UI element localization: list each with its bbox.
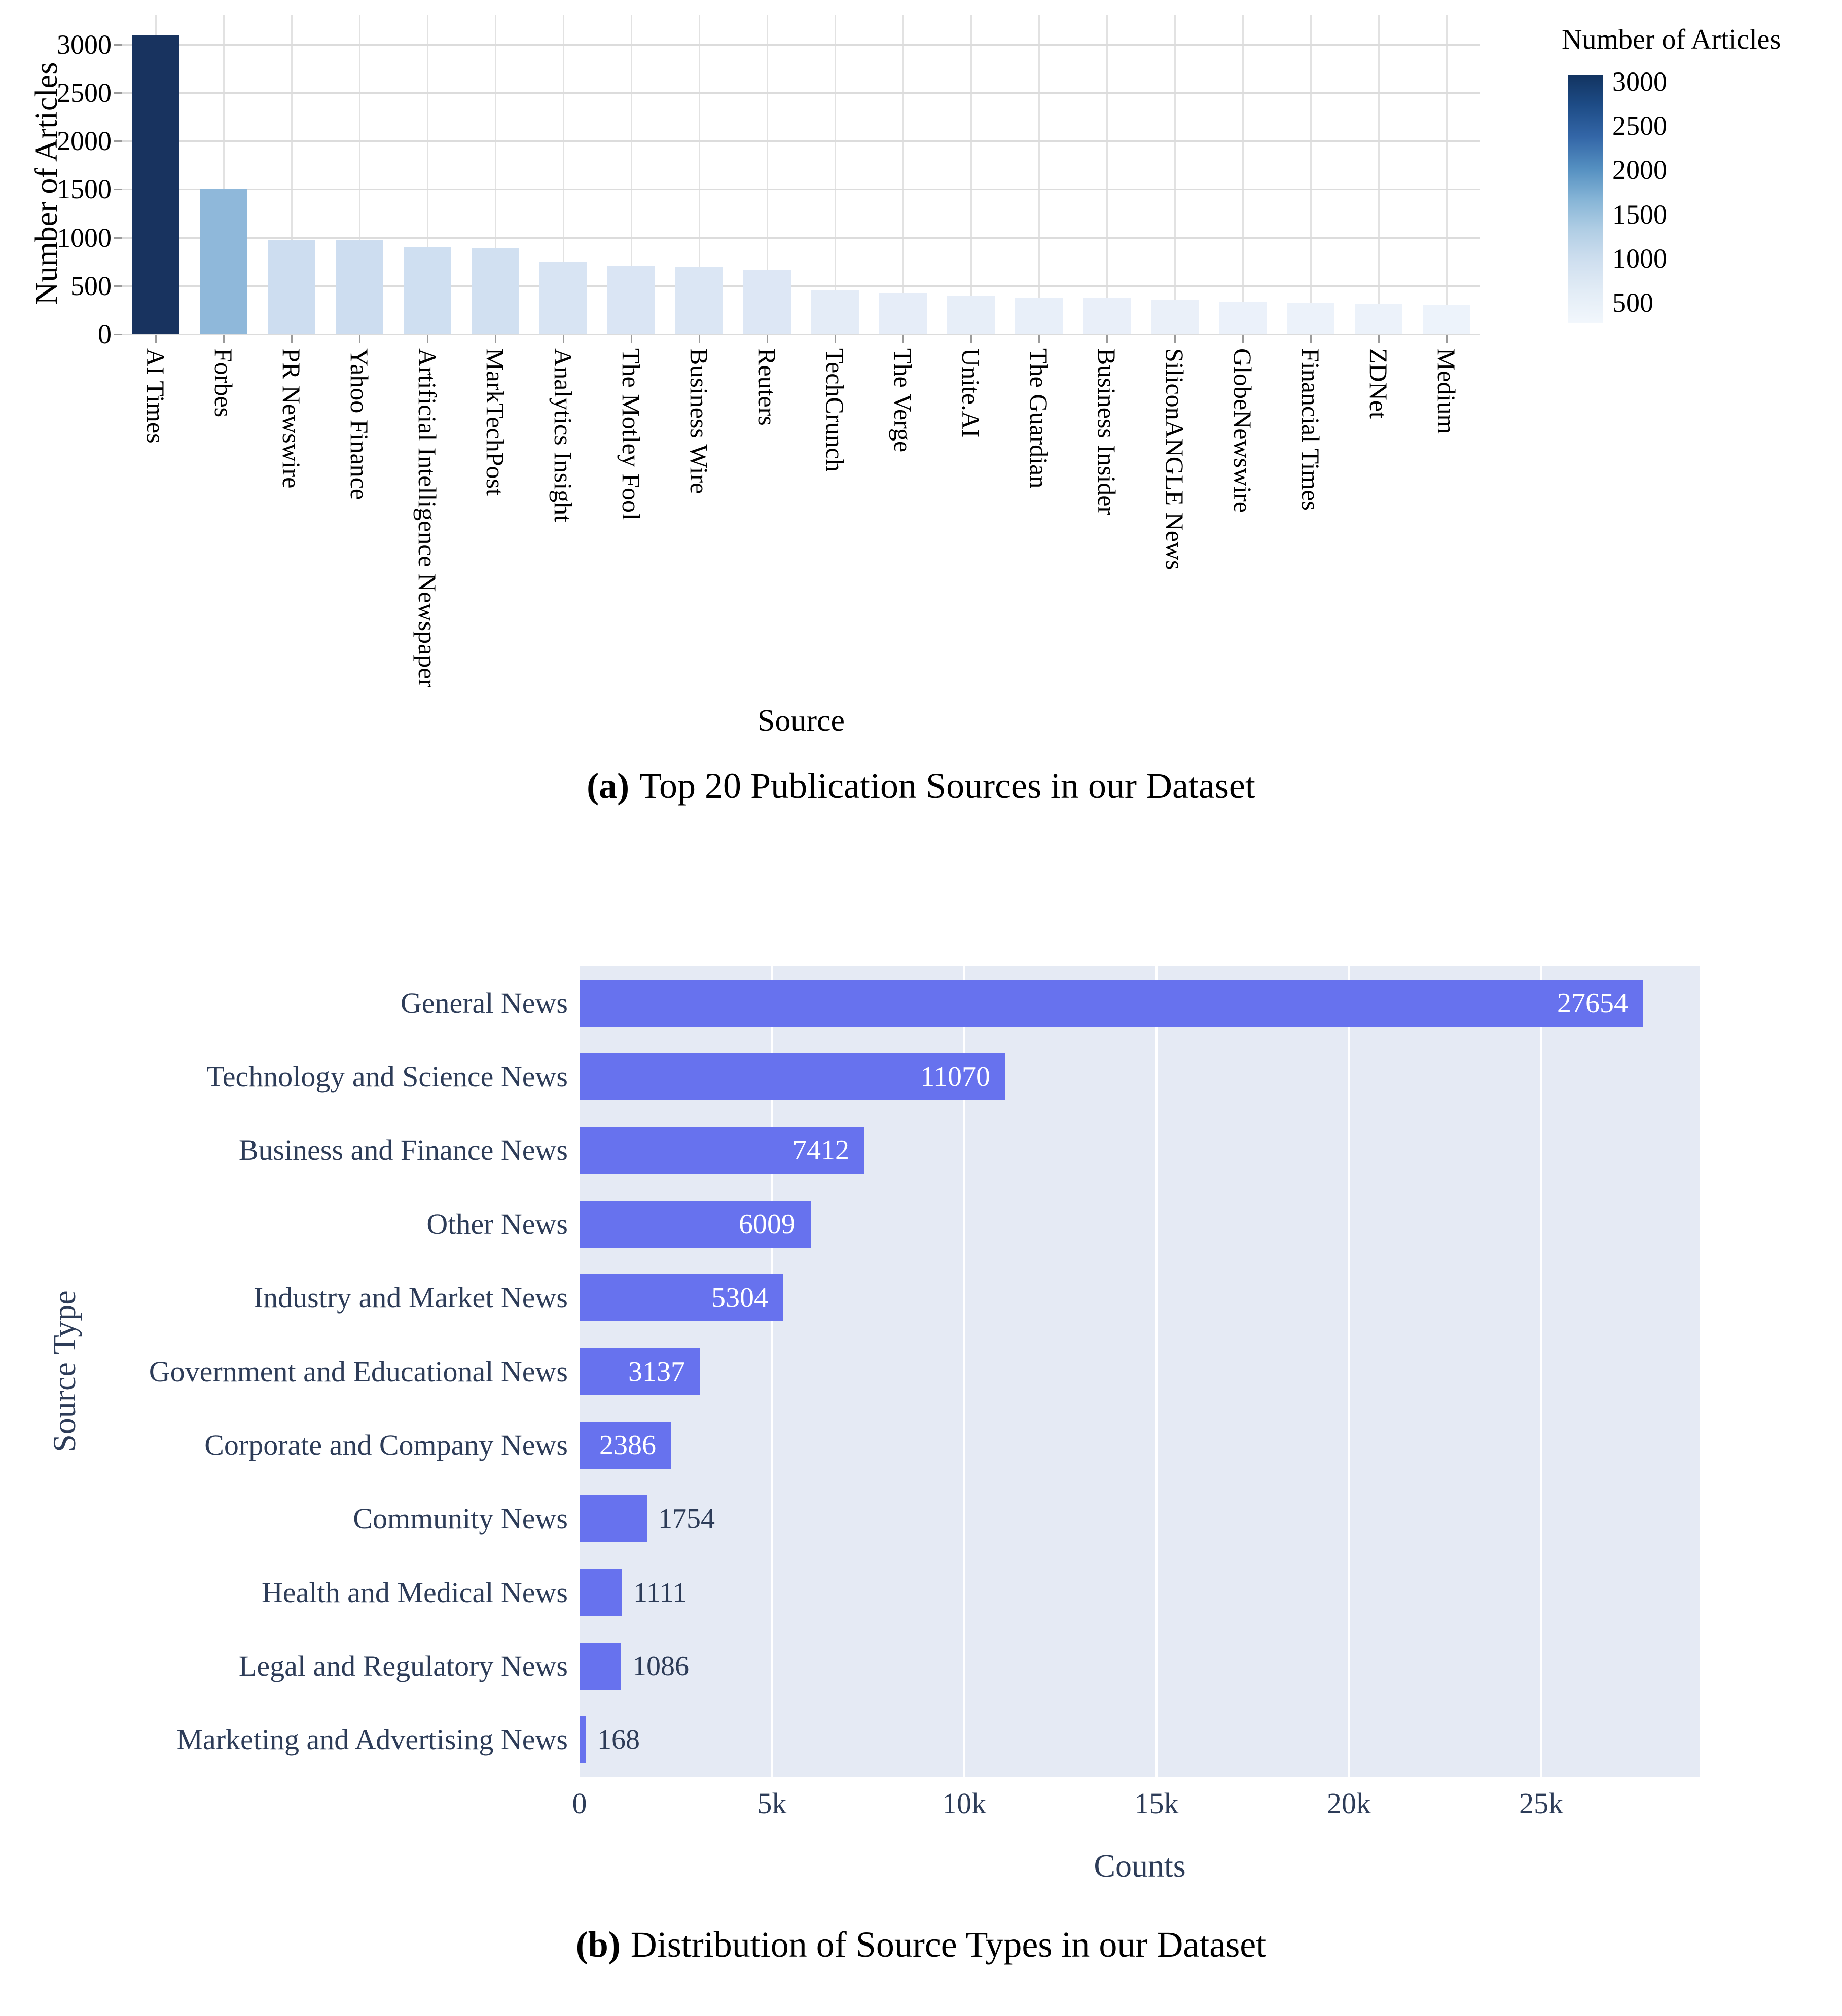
chart-a-x-tick-label: Reuters — [753, 348, 781, 426]
colorbar-tick-label: 1500 — [1612, 199, 1667, 230]
bar — [675, 267, 723, 334]
chart-b-y-tick-label: Industry and Market News — [253, 1281, 568, 1314]
bar — [336, 240, 383, 334]
chart-a-y-tick-label: 500 — [70, 270, 112, 301]
chart-a-x-tick-mark — [563, 335, 564, 343]
chart-b-y-tick-label: Community News — [353, 1502, 568, 1535]
chart-a-y-tick-mark — [114, 44, 122, 46]
chart-b-y-tick-label: Health and Medical News — [262, 1575, 568, 1609]
colorbar-title: Number of Articles — [1562, 24, 1781, 55]
grid-h — [122, 140, 1480, 142]
chart-a-y-tick-mark — [114, 334, 122, 335]
chart-a-x-tick-mark — [359, 335, 360, 343]
bar — [200, 189, 247, 334]
colorbar-tick-label: 1000 — [1612, 243, 1667, 274]
chart-b-y-tick-label: Legal and Regulatory News — [238, 1649, 568, 1682]
bar — [580, 1495, 647, 1542]
chart-a-x-tick-label: GlobeNewswire — [1229, 348, 1257, 513]
chart-a-x-tick-mark — [1038, 335, 1040, 343]
chart-b-y-tick-label: Business and Finance News — [238, 1133, 568, 1167]
chart-a-x-tick-mark — [427, 335, 428, 343]
chart-b-y-tick-label: Government and Educational News — [149, 1354, 568, 1388]
chart-b-y-tick-label: Technology and Science News — [206, 1060, 568, 1093]
chart-a-y-tick-label: 2500 — [57, 78, 112, 108]
bar — [404, 247, 451, 334]
bar — [1287, 303, 1334, 334]
chart-a-y-tick-label: 1500 — [57, 174, 112, 205]
bar — [472, 248, 519, 334]
chart-a-x-tick-label: The Verge — [889, 348, 917, 453]
chart-b-x-tick-label: 25k — [1519, 1787, 1564, 1820]
bar — [947, 296, 995, 334]
chart-a-x-tick-label: PR Newswire — [277, 348, 306, 489]
caption-a-text: Top 20 Publication Sources in our Dataset — [639, 765, 1255, 806]
bar — [1355, 304, 1402, 334]
bar — [580, 1569, 622, 1616]
chart-b-x-tick-label: 10k — [942, 1787, 987, 1820]
chart-a-x-tick-mark — [1174, 335, 1176, 343]
chart-a-y-axis-title: Number of Articles — [29, 62, 64, 305]
caption-b — [0, 1924, 1842, 1965]
chart-b-y-tick-label: General News — [400, 986, 568, 1019]
chart-a-x-tick-label: Financial Times — [1296, 348, 1325, 511]
bar-value-label: 168 — [597, 1724, 640, 1756]
bar — [1151, 300, 1199, 334]
chart-a-x-axis-title: Source — [757, 704, 845, 738]
chart-a-x-tick-label: Yahoo Finance — [345, 348, 374, 500]
chart-a-x-tick-mark — [291, 335, 293, 343]
chart-a-x-tick-label: SiliconANGLE News — [1161, 348, 1189, 570]
bar-value-label: 27654 — [1557, 987, 1628, 1019]
colorbar-tick-label: 2000 — [1612, 155, 1667, 186]
bar — [879, 293, 927, 334]
bar-value-label: 11070 — [920, 1061, 990, 1093]
chart-a-x-tick-mark — [1106, 335, 1108, 343]
chart-a-y-tick-mark — [114, 92, 122, 94]
grid-v — [1540, 966, 1542, 1777]
colorbar-tick-label: 2500 — [1612, 111, 1667, 141]
bar-value-label: 2386 — [599, 1429, 656, 1461]
chart-a-x-tick-mark — [699, 335, 700, 343]
bar-value-label: 3137 — [628, 1355, 685, 1387]
chart-b-x-tick-label: 20k — [1326, 1787, 1371, 1820]
caption-a-label: (a) — [587, 765, 630, 806]
chart-a-x-tick-label: ZDNet — [1364, 348, 1393, 419]
bar — [132, 35, 179, 334]
chart-a-x-tick-label: Unite.AI — [957, 348, 985, 438]
colorbar-tick-label: 500 — [1612, 287, 1653, 318]
chart-a-x-tick-label: Forbes — [209, 348, 238, 418]
chart-b-x-tick-label: 15k — [1134, 1787, 1179, 1820]
bar-value-label: 1111 — [633, 1577, 687, 1608]
chart-a-x-tick-label: The Motley Fool — [617, 348, 645, 520]
bar-value-label: 5304 — [711, 1282, 768, 1314]
bar — [1219, 302, 1267, 334]
colorbar-tick-label: 3000 — [1612, 66, 1667, 97]
chart-a-y-tick-mark — [114, 237, 122, 239]
bar — [268, 240, 315, 334]
chart-a-x-tick-label: Analytics Insight — [549, 348, 577, 523]
chart-a-y-tick-label: 1000 — [57, 222, 112, 253]
chart-a-x-tick-mark — [1378, 335, 1380, 343]
chart-b-y-tick-label: Corporate and Company News — [204, 1428, 568, 1461]
bar — [743, 270, 791, 334]
chart-a-x-tick-mark — [902, 335, 904, 343]
chart-a-x-tick-label: Artificial Intelligence Newspaper — [413, 348, 442, 688]
colorbar-gradient — [1568, 75, 1603, 323]
chart-a-y-tick-mark — [114, 140, 122, 142]
chart-b-x-tick-label: 5k — [757, 1787, 787, 1820]
bar — [1015, 298, 1063, 334]
caption-b-label: (b) — [575, 1924, 621, 1965]
chart-b-x-tick-label: 0 — [572, 1787, 587, 1820]
chart-a-y-tick-mark — [114, 189, 122, 190]
chart-a-x-tick-mark — [155, 335, 157, 343]
chart-a-y-tick-mark — [114, 285, 122, 287]
chart-a-x-tick-label: MarkTechPost — [481, 348, 510, 496]
chart-b-y-tick-label: Marketing and Advertising News — [176, 1723, 568, 1756]
grid-h — [122, 285, 1480, 287]
bar-value-label: 1086 — [632, 1650, 689, 1682]
chart-a-x-tick-label: The Guardian — [1025, 348, 1053, 489]
chart-a-y-tick-label: 0 — [98, 319, 112, 349]
grid-h — [122, 189, 1480, 190]
chart-a-x-tick-label: Medium — [1432, 348, 1461, 434]
chart-b-y-tick-label: Other News — [426, 1207, 568, 1240]
bar — [580, 1643, 621, 1690]
grid-h — [122, 237, 1480, 239]
chart-a-x-tick-label: AI Times — [141, 348, 170, 444]
chart-a-x-tick-mark — [970, 335, 972, 343]
chart-a-y-tick-label: 2000 — [57, 126, 112, 157]
chart-a-x-tick-label: Business Insider — [1093, 348, 1121, 516]
bar — [580, 1716, 586, 1763]
chart-a-x-axis-line — [122, 334, 1480, 335]
caption-b-text: Distribution of Source Types in our Dataset — [630, 1924, 1267, 1965]
caption-a — [0, 765, 1842, 806]
chart-a-x-tick-mark — [1310, 335, 1312, 343]
chart-a-x-tick-mark — [1242, 335, 1244, 343]
chart-a-x-tick-mark — [835, 335, 836, 343]
grid-v — [1348, 966, 1350, 1777]
chart-a-x-tick-label: TechCrunch — [821, 348, 849, 472]
chart-b-x-axis-title: Counts — [1094, 1848, 1186, 1884]
grid-h — [122, 92, 1480, 94]
grid-v — [1155, 966, 1158, 1777]
chart-a-x-tick-mark — [767, 335, 768, 343]
chart-a-y-tick-label: 3000 — [57, 29, 112, 60]
bar — [1423, 305, 1470, 334]
chart-b-y-axis-title: Source Type — [46, 1290, 82, 1452]
bar — [539, 262, 587, 334]
bar-value-label: 1754 — [658, 1503, 715, 1535]
chart-a-x-tick-mark — [1446, 335, 1448, 343]
bar — [811, 290, 859, 334]
bar-value-label: 7412 — [792, 1134, 849, 1166]
grid-h — [122, 44, 1480, 46]
bar-value-label: 6009 — [739, 1208, 796, 1240]
chart-a-x-tick-mark — [223, 335, 225, 343]
chart-a-x-tick-label: Business Wire — [685, 348, 713, 494]
bar — [607, 266, 655, 334]
chart-a-x-tick-mark — [631, 335, 632, 343]
chart-a-x-tick-mark — [495, 335, 496, 343]
bar — [1083, 298, 1131, 334]
